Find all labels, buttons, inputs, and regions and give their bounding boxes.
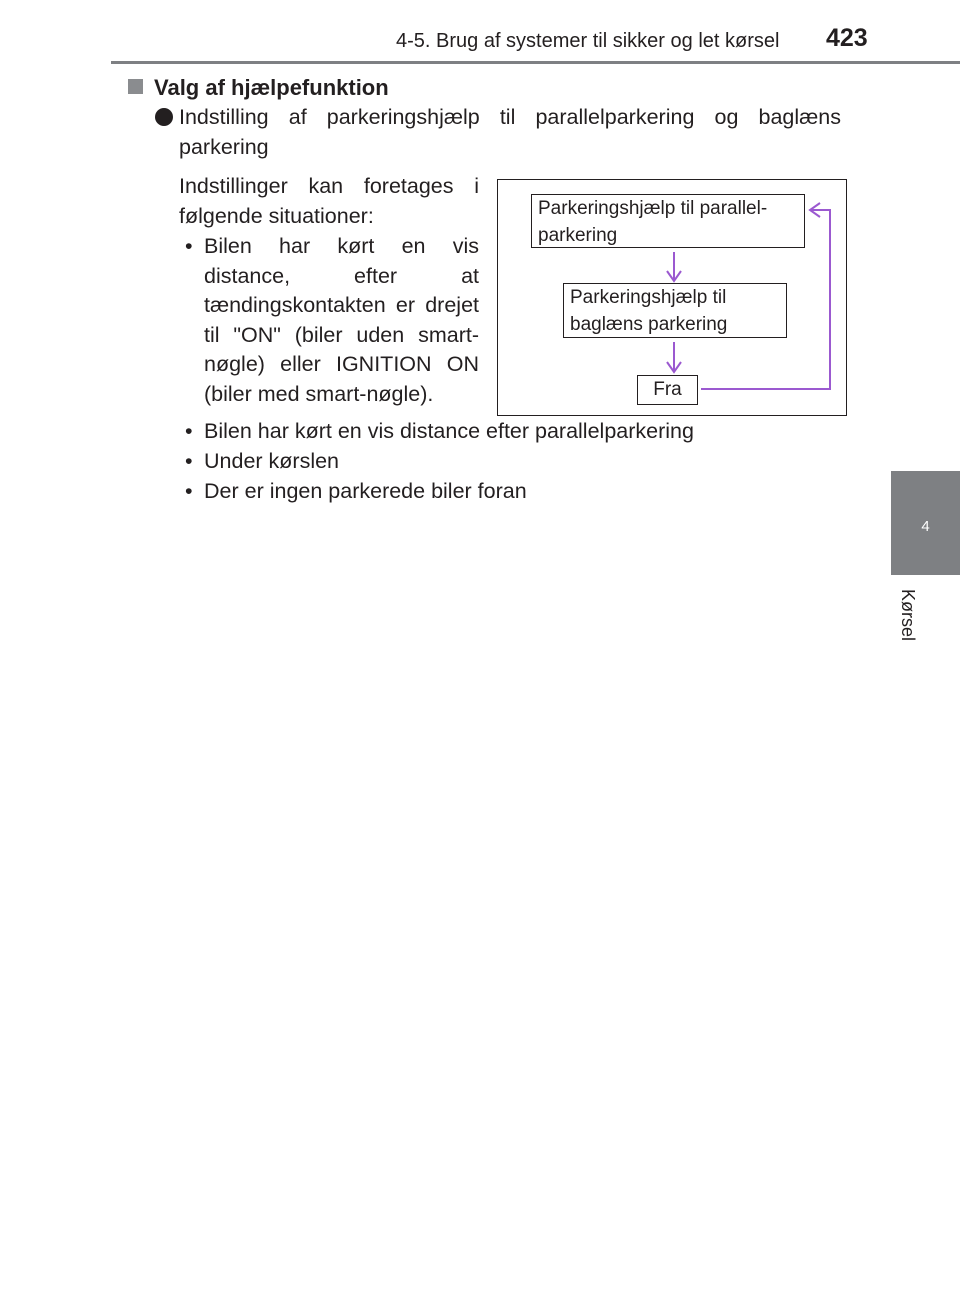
flow-step-off: Fra xyxy=(637,375,698,405)
chapter-title-vertical xyxy=(896,583,920,647)
chapter-title: Kørsel xyxy=(898,588,918,642)
section-heading xyxy=(128,75,389,101)
list-bullet: • xyxy=(185,234,193,258)
flow-step-parallel: Parkeringshjælp til parallel-parkering xyxy=(531,194,805,248)
bullet-dot-icon xyxy=(155,108,173,126)
chapter-tab xyxy=(891,471,960,575)
mode-cycle-diagram xyxy=(497,179,847,416)
list-item-text: Bilen har kørt en vis distance, efter at tændingskontakten er drejet til "ON" (biler uden smart-nøgle) eller IGNITION ON (biler med smart-nøgle). xyxy=(204,234,479,406)
list-bullet: • xyxy=(185,419,193,443)
list-item-text: Der er ingen parkerede biler foran xyxy=(204,479,527,503)
header-section-title: 4-5. Brug af systemer til sikker og let kørsel xyxy=(396,30,780,52)
list-item-text: Under kørslen xyxy=(204,449,340,473)
list-item-text: Bilen har kørt en vis distance efter parallelparkering xyxy=(204,419,694,443)
lead-paragraph: Indstillinger kan foretages i følgende situationer: xyxy=(179,174,479,228)
header-rule xyxy=(111,61,960,64)
square-icon xyxy=(128,79,143,94)
list-bullet: • xyxy=(185,449,193,473)
list-bullet: • xyxy=(185,479,193,503)
flow-step-reverse: Parkeringshjælp til baglæns parkering xyxy=(563,283,787,338)
page-number: 423 xyxy=(826,24,868,52)
intro-paragraph: Indstilling af parkeringshjælp til parallelparkering og baglæns parkering xyxy=(179,105,841,159)
section-heading-text: Valg af hjælpefunktion xyxy=(154,75,389,100)
chapter-number: 4 xyxy=(921,518,930,535)
